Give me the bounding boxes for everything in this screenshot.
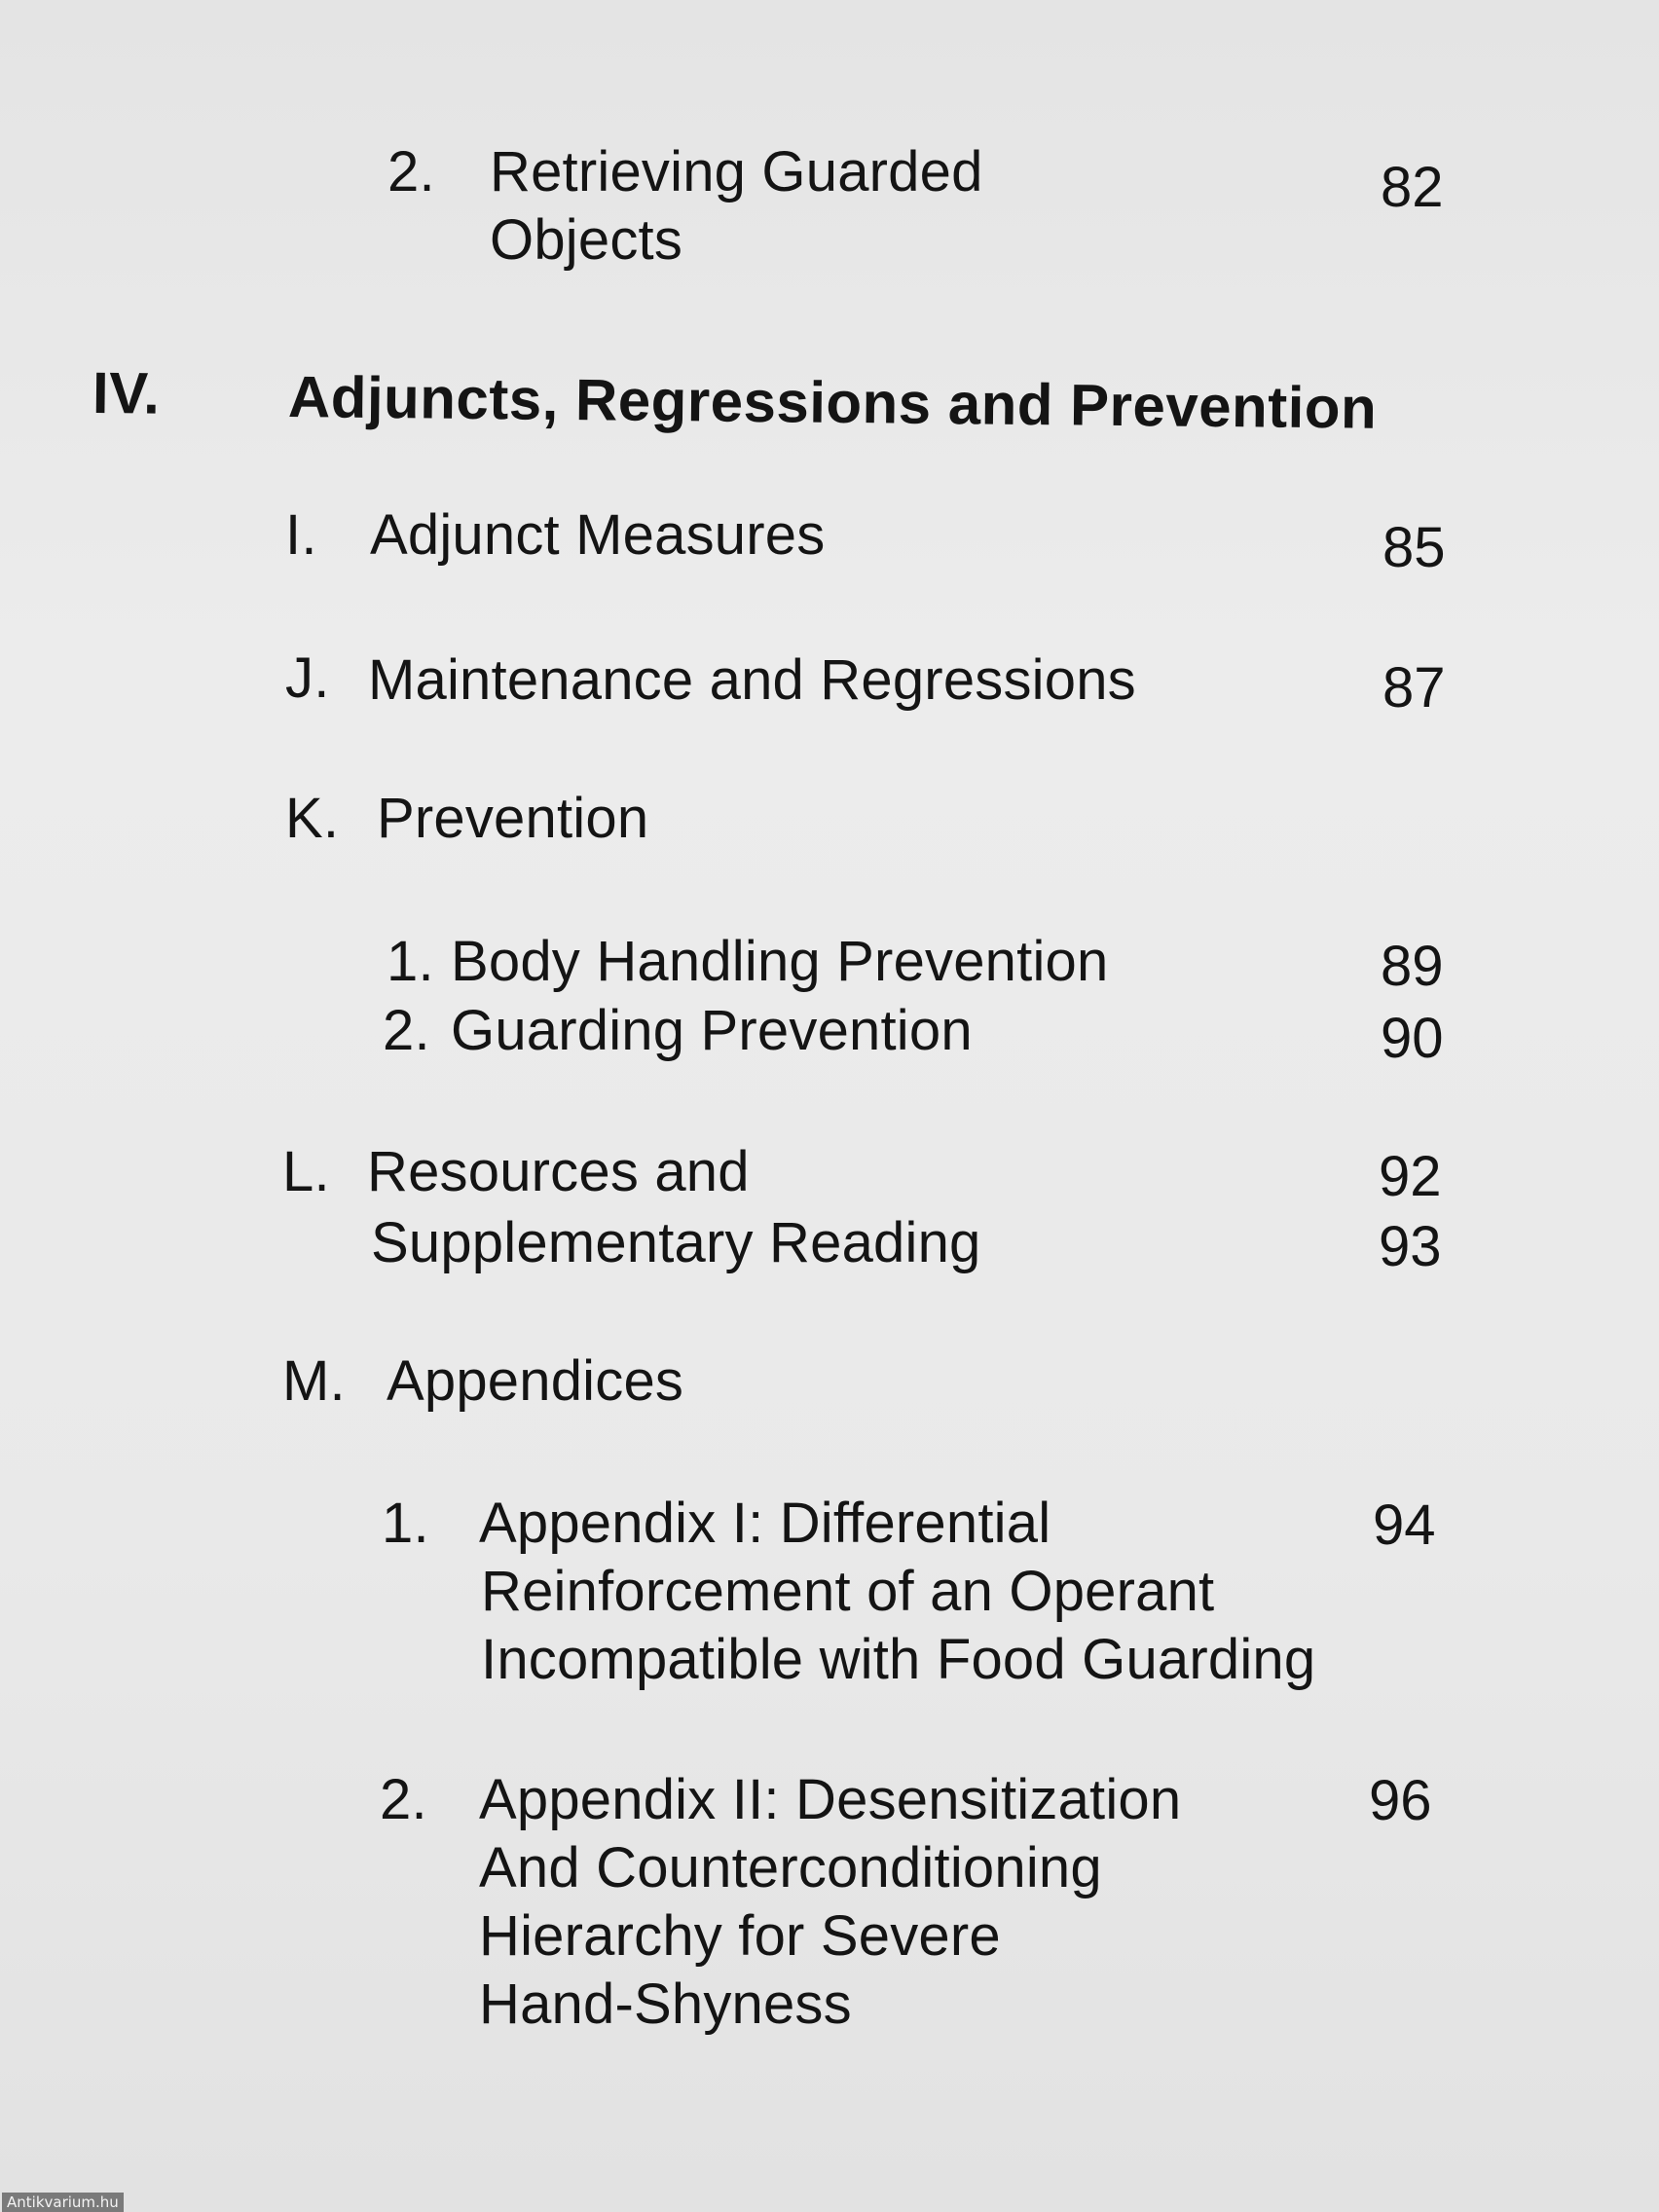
- appendix-title-continued: Reinforcement of an Operant: [481, 1560, 1215, 1623]
- appendix-number: 1.: [382, 1492, 429, 1555]
- section-letter: M.: [282, 1349, 346, 1413]
- appendix-title-continued: And Counterconditioning: [479, 1836, 1102, 1899]
- section-title: Maintenance and Regressions: [368, 648, 1136, 712]
- section-letter: L.: [282, 1140, 330, 1203]
- part-title: Adjuncts, Regressions and Prevention: [287, 364, 1378, 441]
- entry-title-continued: Objects: [490, 208, 683, 272]
- appendix-number: 2.: [380, 1768, 427, 1831]
- page-number: 93: [1379, 1215, 1442, 1278]
- section-title: Prevention: [377, 787, 649, 850]
- section-letter: J.: [285, 646, 330, 710]
- subentry-number: 1.: [387, 930, 434, 993]
- section-title: Adjunct Measures: [370, 503, 826, 567]
- subentry-number: 2.: [383, 999, 430, 1062]
- section-letter: K.: [285, 787, 340, 850]
- page-number: 90: [1381, 1007, 1444, 1070]
- page-number: 89: [1381, 935, 1444, 998]
- section-title: Appendices: [387, 1349, 684, 1413]
- page-number: 96: [1369, 1769, 1432, 1832]
- entry-title: Retrieving Guarded: [490, 140, 983, 203]
- appendix-title-continued: Hierarchy for Severe: [479, 1904, 1001, 1968]
- appendix-title-continued: Incompatible with Food Guarding: [481, 1628, 1316, 1691]
- watermark-label: Antikvarium.hu: [2, 2193, 124, 2212]
- section-title: Resources and: [367, 1140, 750, 1203]
- section-title-continued: Supplementary Reading: [371, 1211, 981, 1274]
- part-numeral: IV.: [92, 360, 161, 426]
- appendix-title-continued: Hand-Shyness: [479, 1972, 852, 2036]
- page-number: 92: [1379, 1145, 1442, 1208]
- entry-number: 2.: [387, 140, 435, 203]
- page-number: 94: [1373, 1493, 1436, 1557]
- page-number: 82: [1381, 156, 1444, 219]
- appendix-title: Appendix II: Desensitization: [479, 1768, 1182, 1831]
- subentry-title: Guarding Prevention: [451, 999, 973, 1062]
- page-number: 85: [1382, 516, 1446, 579]
- section-letter: I.: [285, 503, 317, 567]
- subentry-title: Body Handling Prevention: [451, 930, 1109, 993]
- page-number: 87: [1382, 656, 1446, 719]
- appendix-title: Appendix I: Differential: [479, 1492, 1051, 1555]
